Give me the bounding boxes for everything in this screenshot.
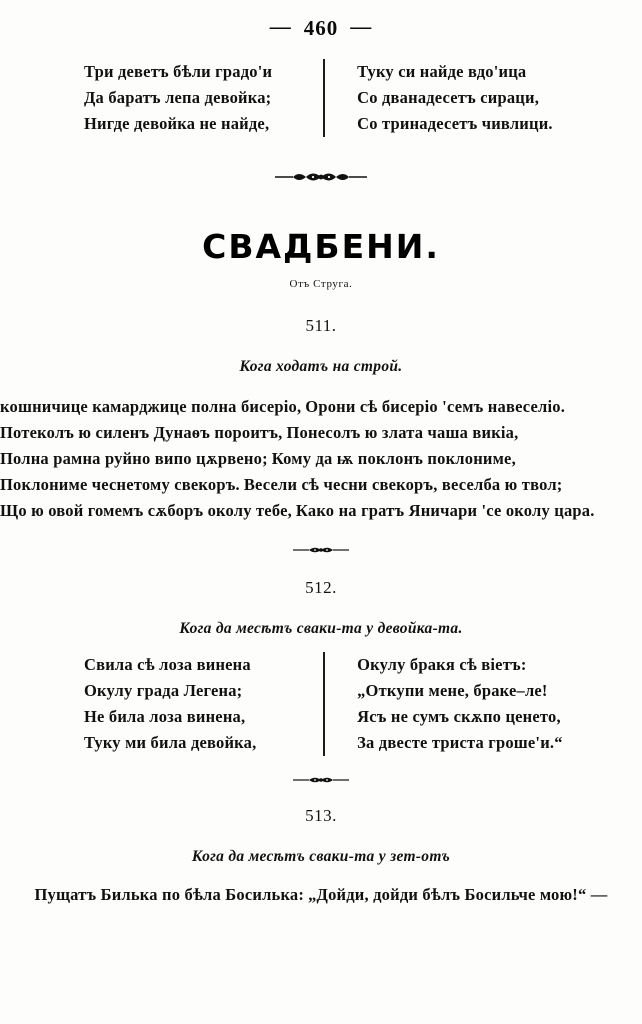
verse-line: Како на гратъ Яничари 'се околу цара. — [295, 501, 595, 520]
section-title: СВАДБЕНИ. — [202, 227, 440, 266]
verse-line: Що ю овой гомемъ сѫборъ околу тебе, — [0, 501, 292, 520]
verse-line: „Дойди, дойди бѣлъ Босильче мою!“ — — [308, 885, 608, 904]
song-512 — [0, 578, 642, 756]
ornament-icon — [291, 544, 351, 556]
verse-line: Весели сѣ чесни свекоръ, веселба ю твол; — [243, 475, 563, 494]
top-verse-left-column — [22, 59, 319, 137]
top-verse-right-column — [323, 59, 620, 137]
song-subtitle: Кога да месѣтъ сваки-та у девойка-та. — [179, 620, 463, 637]
song-subtitle: Кога да месѣтъ сваки-та у зет-отъ — [191, 848, 451, 865]
verse-line: Кому да ѭ поклонъ поклониме, — [271, 449, 516, 468]
verse-line: Потеколъ ю силенъ Дунаѳъ пороитъ, — [0, 423, 283, 442]
verse-line: „Откупи мене, браке–ле! — [357, 681, 548, 700]
song-number: 513. — [305, 806, 337, 825]
song-512-right-column — [323, 652, 620, 756]
verse-line: Да баратъ лепа девойка; — [84, 88, 272, 107]
verse-line: Со тринадесетъ чивлици. — [357, 114, 553, 133]
song-511 — [0, 316, 642, 524]
verse-line: Поклониме чеснетому свекоръ. — [0, 475, 240, 494]
top-verse-block — [0, 59, 642, 137]
song-number: 511. — [305, 316, 337, 335]
song-number: 512. — [305, 578, 337, 597]
song-512-columns — [0, 652, 642, 756]
verse-line: За двесте триста гроше'и.“ — [357, 733, 563, 752]
ornament-divider-small-1 — [0, 544, 642, 556]
ornament-divider-large — [0, 169, 642, 185]
verse-line: Не била лоза винена, — [84, 707, 246, 726]
verse-line: кошничице камарджице полна бисеріо, — [0, 397, 302, 416]
song-513-body — [0, 882, 642, 908]
song-body — [0, 394, 642, 524]
verse-line: Полна рамна руйно випо цѫрвено; — [0, 449, 268, 468]
verse-line: Окулу града Легена; — [84, 681, 243, 700]
verse-line: Нигде девойка не найде, — [84, 114, 270, 133]
song-512-left-column — [22, 652, 319, 756]
page-number: 460 — [303, 16, 339, 40]
verse-line: Туку ми била девойка, — [84, 733, 257, 752]
verse-line: Понесолъ ю злата чаша викіа, — [286, 423, 519, 442]
header-dash-right: — — [350, 14, 373, 38]
verse-line: Орони сѣ бисеріо 'семъ навеселіо. — [305, 397, 566, 416]
song-513 — [0, 806, 642, 908]
header-dash-left: — — [269, 14, 292, 38]
song-body-lines — [0, 394, 642, 524]
ornament-divider-small-2 — [0, 774, 642, 786]
verse-line: Со дванадесетъ сираци, — [357, 88, 540, 107]
ornament-icon — [291, 774, 351, 786]
song-subtitle: Кога ходатъ на строй. — [239, 358, 403, 375]
section-source: Отъ Струга. — [289, 278, 353, 290]
verse-line: Свила сѣ лоза винена — [84, 655, 251, 674]
song-body-lines — [35, 882, 608, 908]
verse-line: Ясъ не сумъ скѫпо ценето, — [357, 707, 561, 726]
ornament-icon — [273, 169, 369, 185]
page-header — [0, 0, 642, 41]
verse-line: Окулу бракя сѣ віетъ: — [357, 655, 527, 674]
verse-line: Три деветъ бѣли градо'и — [84, 62, 273, 81]
verse-line: Пущатъ Билька по бѣла Босилька: — [34, 885, 305, 904]
verse-line: Туку си найде вдо'ица — [357, 62, 527, 81]
